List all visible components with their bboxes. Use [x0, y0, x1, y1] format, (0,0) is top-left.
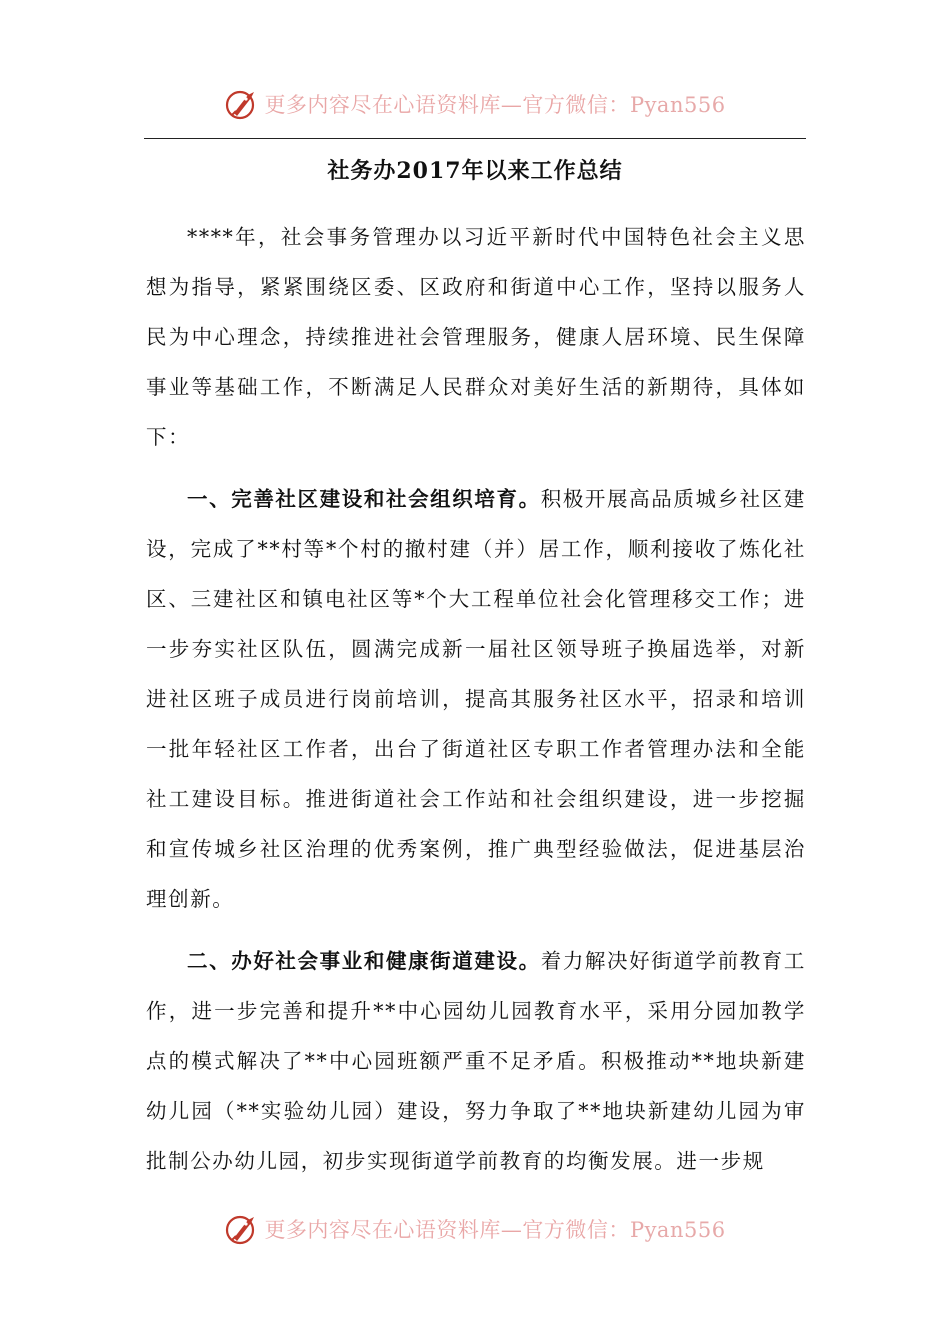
- banner-wechat-id: Pyan556: [629, 93, 726, 117]
- paragraph-intro: [146, 212, 806, 462]
- header-divider: [144, 138, 806, 139]
- paragraph-heading: 一、完善社区建设和社会组织培育。: [187, 487, 541, 511]
- banner-text: 更多内容尽在心语资料库—官方微信：: [264, 1218, 630, 1242]
- paragraph-text: 积极开展高品质城乡社区建设，完成了**村等*个村的撤村建（并）居工作，顺利接收了炼化社区、三建社区和镇电社区等*个大工程单位社会化管理移交工作；进一步夯实社区队伍，圆满完成新一届社区领导班子换届选举，对新进社区班子成员进行岗前培训，提高其服务社区水平，招录和培训一批年轻社区工作者，出台了街道社区专职工作者管理办法和全能社工建设目标。推进街道社会工作站和社会组织建设，进一步挖掘和宣传城乡社区治理的优秀案例，推广典型经验做法，促进基层治理创新。: [146, 487, 806, 911]
- document-body: [146, 212, 806, 1186]
- paragraph-community: [146, 474, 806, 924]
- paragraph-text: 着力解决好街道学前教育工作，进一步完善和提升**中心园幼儿园教育水平，采用分园加教学点的模式解决了**中心园班额严重不足矛盾。积极推动**地块新建幼儿园（**实验幼儿园）建设，努力争取了**地块新建幼儿园为审批制公办幼儿园，初步实现街道学前教育的均衡发展。进一步规: [146, 949, 806, 1173]
- paragraph-social-affairs: [146, 936, 806, 1186]
- banner-wechat-id: Pyan556: [629, 1218, 726, 1242]
- banner-text: 更多内容尽在心语资料库—官方微信：: [264, 93, 630, 117]
- header-banner: [0, 84, 950, 124]
- pen-nib-logo-icon: [224, 86, 260, 122]
- document-title: 社务办2017年以来工作总结: [327, 158, 623, 184]
- paragraph-text: ****年，社会事务管理办以习近平新时代中国特色社会主义思想为指导，紧紧围绕区委、区政府和街道中心工作，坚持以服务人民为中心理念，持续推进社会管理服务，健康人居环境、民生保障事业等基础工作，不断满足人民群众对美好生活的新期待，具体如下：: [146, 225, 806, 449]
- pen-nib-logo-icon: [224, 1211, 260, 1247]
- paragraph-heading: 二、办好社会事业和健康街道建设。: [187, 949, 541, 973]
- footer-banner: [0, 1209, 950, 1249]
